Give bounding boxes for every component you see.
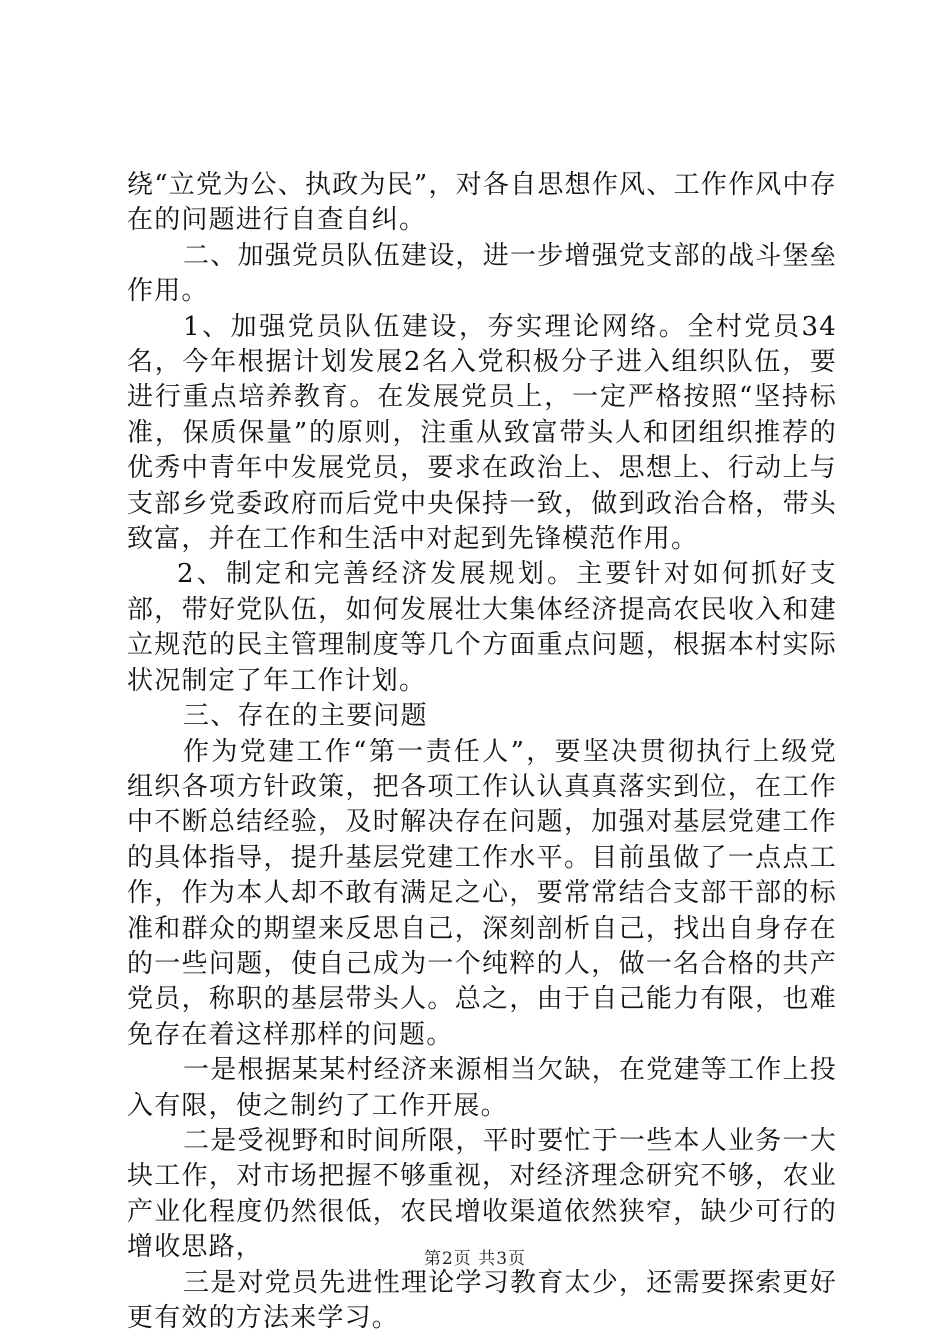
- paragraph-continuation: 绕“立党为公、执政为民”，对各自思想作风、工作作风中存在的问题进行自查自纠。: [127, 170, 837, 236]
- page-number-footer: 第2页 共3页: [423, 1249, 527, 1269]
- paragraph-party-team: 1、加强党员队伍建设，夯实理论网络。全村党员34名，今年根据计划发展2名入党积极分子进入组织队伍，要进行重点培养教育。在发展党员上，一定严格按照“坚持标准，保质保量”的原则，注重从致富带头人和团组织推荐的优秀中青年中发展党员，要求在政治上、思想上、行动上与支部乡党委政府而后党中央保持一致，做到政治合格，带头致富，并在工作和生活中对起到先锋模范作用。: [127, 311, 837, 555]
- paragraph-problem-one: 一是根据某某村经济来源相当欠缺，在党建等工作上投入有限，使之制约了工作开展。: [127, 1055, 837, 1121]
- paragraph-problem-two: 二是受视野和时间所限，平时要忙于一些本人业务一大块工作，对市场把握不够重视，对经济理念研究不够，农业产业化程度仍然很低，农民增收渠道依然狭窄，缺少可行的增收思路，: [127, 1125, 837, 1263]
- paragraph-problem-three: 三是对党员先进性理论学习教育太少，还需要探索更好更有效的方法来学习。: [127, 1267, 837, 1333]
- document-body: [127, 168, 837, 1336]
- paragraph-main-problems: 作为党建工作“第一责任人”，要坚决贯彻执行上级党组织各项方针政策，把各项工作认认真真落实到位，在工作中不断总结经验，及时解决存在问题，加强对基层党建工作的具体指导，提升基层党建工作水平。目前虽做了一点点工作，作为本人却不敢有满足之心，要常常结合支部干部的标准和群众的期望来反思自己，深刻剖析自己，找出自身存在的一些问题，使自己成为一个纯粹的人，做一名合格的共产党员，称职的基层带头人。总之，由于自己能力有限，也难免存在着这样那样的问题。: [127, 736, 837, 1050]
- section-heading-two: 二、加强党员队伍建设，进一步增强党支部的战斗堡垒作用。: [127, 240, 837, 307]
- section-heading-three: 三、存在的主要问题: [183, 701, 428, 732]
- paragraph-economic-plan: 2、制定和完善经济发展规划。主要针对如何抓好支部，带好党队伍，如何发展壮大集体经济提高农民收入和建立规范的民主管理制度等几个方面重点问题，根据本村实际状况制定了年工作计划。: [127, 559, 837, 696]
